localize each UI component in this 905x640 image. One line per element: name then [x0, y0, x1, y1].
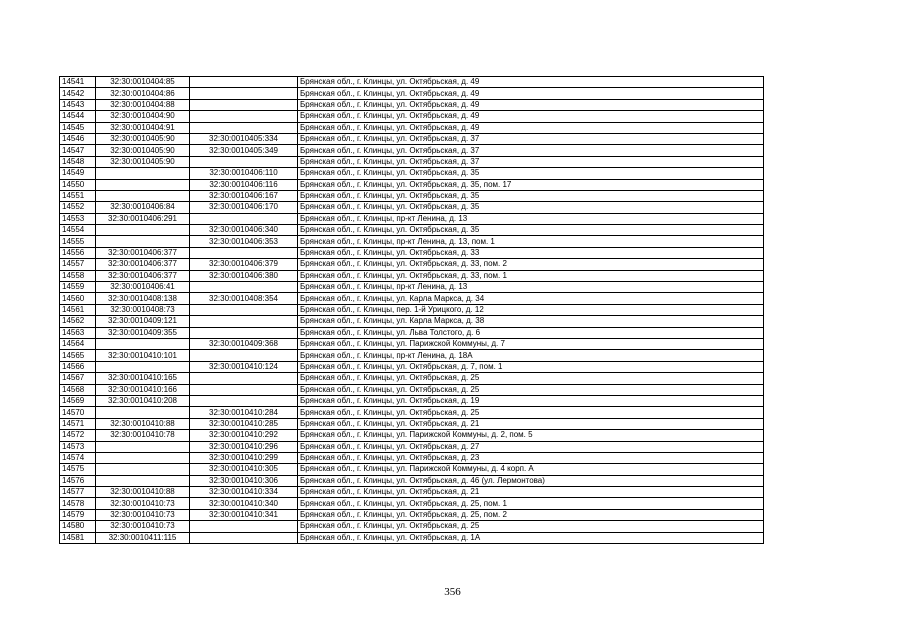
address-cell: Брянская обл., г. Клинцы, ул. Октябрьская, д. 25	[298, 521, 764, 532]
parent-cadastral-number-cell: 32:30:0010406:380	[190, 270, 298, 281]
row-number-cell: 14571	[60, 418, 96, 429]
address-cell: Брянская обл., г. Клинцы, ул. Парижской Коммуны, д. 2, пом. 5	[298, 430, 764, 441]
address-cell: Брянская обл., г. Клинцы, ул. Октябрьская, д. 37	[298, 133, 764, 144]
table-row	[60, 282, 764, 293]
cadastral-number-cell	[96, 179, 190, 190]
row-number-cell: 14547	[60, 145, 96, 156]
address-cell: Брянская обл., г. Клинцы, ул. Октябрьская, д. 35	[298, 190, 764, 201]
parent-cadastral-number-cell	[190, 384, 298, 395]
table-row	[60, 156, 764, 167]
table-row	[60, 407, 764, 418]
table-row	[60, 532, 764, 543]
parent-cadastral-number-cell	[190, 88, 298, 99]
address-cell: Брянская обл., г. Клинцы, ул. Октябрьская, д. 49	[298, 122, 764, 133]
table-row	[60, 213, 764, 224]
table-row	[60, 99, 764, 110]
row-number-cell: 14566	[60, 361, 96, 372]
cadastral-number-cell: 32:30:0010410:78	[96, 430, 190, 441]
address-cell: Брянская обл., г. Клинцы, ул. Карла Маркса, д. 34	[298, 293, 764, 304]
row-number-cell: 14578	[60, 498, 96, 509]
parent-cadastral-number-cell	[190, 304, 298, 315]
cadastral-number-cell	[96, 361, 190, 372]
row-number-cell: 14550	[60, 179, 96, 190]
cadastral-number-cell: 32:30:0010408:73	[96, 304, 190, 315]
table-row	[60, 122, 764, 133]
row-number-cell: 14575	[60, 464, 96, 475]
cadastral-number-cell	[96, 236, 190, 247]
cadastral-number-cell: 32:30:0010410:73	[96, 521, 190, 532]
cadastral-number-cell: 32:30:0010410:165	[96, 373, 190, 384]
cadastral-number-cell: 32:30:0010409:121	[96, 316, 190, 327]
registry-table	[59, 76, 764, 544]
parent-cadastral-number-cell: 32:30:0010406:353	[190, 236, 298, 247]
cadastral-number-cell: 32:30:0010410:88	[96, 487, 190, 498]
address-cell: Брянская обл., г. Клинцы, ул. Октябрьская, д. 19	[298, 395, 764, 406]
table-row	[60, 487, 764, 498]
table-row	[60, 88, 764, 99]
address-cell: Брянская обл., г. Клинцы, ул. Октябрьская, д. 35	[298, 168, 764, 179]
table-row	[60, 304, 764, 315]
table-row	[60, 521, 764, 532]
row-number-cell: 14576	[60, 475, 96, 486]
cadastral-number-cell	[96, 338, 190, 349]
parent-cadastral-number-cell: 32:30:0010409:368	[190, 338, 298, 349]
cadastral-number-cell: 32:30:0010406:377	[96, 270, 190, 281]
address-cell: Брянская обл., г. Клинцы, ул. Октябрьская, д. 25, пом. 1	[298, 498, 764, 509]
address-cell: Брянская обл., г. Клинцы, пр-кт Ленина, д. 13	[298, 282, 764, 293]
cadastral-number-cell: 32:30:0010410:166	[96, 384, 190, 395]
cadastral-number-cell: 32:30:0010410:101	[96, 350, 190, 361]
row-number-cell: 14551	[60, 190, 96, 201]
address-cell: Брянская обл., г. Клинцы, пер. 1-й Урицкого, д. 12	[298, 304, 764, 315]
parent-cadastral-number-cell	[190, 99, 298, 110]
cadastral-number-cell: 32:30:0010410:88	[96, 418, 190, 429]
row-number-cell: 14543	[60, 99, 96, 110]
cadastral-number-cell: 32:30:0010406:377	[96, 259, 190, 270]
parent-cadastral-number-cell	[190, 373, 298, 384]
cadastral-number-cell	[96, 441, 190, 452]
row-number-cell: 14572	[60, 430, 96, 441]
parent-cadastral-number-cell: 32:30:0010410:124	[190, 361, 298, 372]
cadastral-number-cell: 32:30:0010404:91	[96, 122, 190, 133]
cadastral-number-cell: 32:30:0010406:84	[96, 202, 190, 213]
address-cell: Брянская обл., г. Клинцы, пр-кт Ленина, д. 18А	[298, 350, 764, 361]
table-row	[60, 509, 764, 520]
table-row	[60, 225, 764, 236]
cadastral-number-cell: 32:30:0010404:85	[96, 77, 190, 88]
table-row	[60, 259, 764, 270]
parent-cadastral-number-cell: 32:30:0010408:354	[190, 293, 298, 304]
row-number-cell: 14579	[60, 509, 96, 520]
address-cell: Брянская обл., г. Клинцы, ул. Октябрьская, д. 33, пом. 1	[298, 270, 764, 281]
row-number-cell: 14573	[60, 441, 96, 452]
address-cell: Брянская обл., г. Клинцы, ул. Октябрьская, д. 25	[298, 384, 764, 395]
parent-cadastral-number-cell: 32:30:0010410:284	[190, 407, 298, 418]
row-number-cell: 14552	[60, 202, 96, 213]
row-number-cell: 14581	[60, 532, 96, 543]
address-cell: Брянская обл., г. Клинцы, ул. Парижской Коммуны, д. 7	[298, 338, 764, 349]
parent-cadastral-number-cell: 32:30:0010410:296	[190, 441, 298, 452]
table-row	[60, 316, 764, 327]
address-cell: Брянская обл., г. Клинцы, пр-кт Ленина, д. 13	[298, 213, 764, 224]
table-row	[60, 236, 764, 247]
parent-cadastral-number-cell: 32:30:0010406:340	[190, 225, 298, 236]
parent-cadastral-number-cell	[190, 282, 298, 293]
row-number-cell: 14545	[60, 122, 96, 133]
row-number-cell: 14546	[60, 133, 96, 144]
address-cell: Брянская обл., г. Клинцы, ул. Октябрьская, д. 21	[298, 487, 764, 498]
row-number-cell: 14556	[60, 247, 96, 258]
address-cell: Брянская обл., г. Клинцы, ул. Октябрьская, д. 25	[298, 407, 764, 418]
address-cell: Брянская обл., г. Клинцы, ул. Октябрьская, д. 49	[298, 88, 764, 99]
cadastral-number-cell: 32:30:0010408:138	[96, 293, 190, 304]
cadastral-number-cell: 32:30:0010405:90	[96, 156, 190, 167]
parent-cadastral-number-cell: 32:30:0010410:299	[190, 452, 298, 463]
page-number: 356	[444, 586, 461, 598]
address-cell: Брянская обл., г. Клинцы, ул. Октябрьская, д. 21	[298, 418, 764, 429]
address-cell: Брянская обл., г. Клинцы, ул. Октябрьская, д. 27	[298, 441, 764, 452]
parent-cadastral-number-cell	[190, 77, 298, 88]
cadastral-number-cell: 32:30:0010411:115	[96, 532, 190, 543]
row-number-cell: 14542	[60, 88, 96, 99]
table-row	[60, 452, 764, 463]
address-cell: Брянская обл., г. Клинцы, ул. Октябрьская, д. 35, пом. 17	[298, 179, 764, 190]
row-number-cell: 14557	[60, 259, 96, 270]
row-number-cell: 14569	[60, 395, 96, 406]
table-row	[60, 430, 764, 441]
address-cell: Брянская обл., г. Клинцы, ул. Октябрьская, д. 37	[298, 145, 764, 156]
address-cell: Брянская обл., г. Клинцы, ул. Парижской Коммуны, д. 4 корп. А	[298, 464, 764, 475]
row-number-cell: 14558	[60, 270, 96, 281]
row-number-cell: 14549	[60, 168, 96, 179]
parent-cadastral-number-cell	[190, 521, 298, 532]
table-row	[60, 464, 764, 475]
table-row	[60, 77, 764, 88]
table-row	[60, 327, 764, 338]
cadastral-number-cell	[96, 225, 190, 236]
parent-cadastral-number-cell	[190, 156, 298, 167]
cadastral-number-cell	[96, 464, 190, 475]
row-number-cell: 14565	[60, 350, 96, 361]
parent-cadastral-number-cell: 32:30:0010406:170	[190, 202, 298, 213]
parent-cadastral-number-cell: 32:30:0010410:306	[190, 475, 298, 486]
table-row	[60, 270, 764, 281]
parent-cadastral-number-cell	[190, 247, 298, 258]
parent-cadastral-number-cell: 32:30:0010410:340	[190, 498, 298, 509]
address-cell: Брянская обл., г. Клинцы, ул. Октябрьская, д. 23	[298, 452, 764, 463]
cadastral-number-cell: 32:30:0010406:41	[96, 282, 190, 293]
cadastral-number-cell	[96, 475, 190, 486]
parent-cadastral-number-cell: 32:30:0010405:349	[190, 145, 298, 156]
row-number-cell: 14553	[60, 213, 96, 224]
table-row	[60, 361, 764, 372]
table-row	[60, 247, 764, 258]
cadastral-number-cell	[96, 168, 190, 179]
table-row	[60, 384, 764, 395]
cadastral-number-cell	[96, 190, 190, 201]
row-number-cell: 14548	[60, 156, 96, 167]
address-cell: Брянская обл., г. Клинцы, ул. Октябрьская, д. 33, пом. 2	[298, 259, 764, 270]
address-cell: Брянская обл., г. Клинцы, ул. Карла Маркса, д. 38	[298, 316, 764, 327]
row-number-cell: 14560	[60, 293, 96, 304]
row-number-cell: 14564	[60, 338, 96, 349]
table-row	[60, 338, 764, 349]
cadastral-number-cell: 32:30:0010406:291	[96, 213, 190, 224]
table-row	[60, 202, 764, 213]
table-row	[60, 441, 764, 452]
cadastral-number-cell	[96, 407, 190, 418]
address-cell: Брянская обл., г. Клинцы, ул. Октябрьская, д. 49	[298, 111, 764, 122]
table-row	[60, 190, 764, 201]
cadastral-number-cell: 32:30:0010405:90	[96, 145, 190, 156]
parent-cadastral-number-cell	[190, 532, 298, 543]
row-number-cell: 14562	[60, 316, 96, 327]
row-number-cell: 14561	[60, 304, 96, 315]
address-cell: Брянская обл., г. Клинцы, ул. Октябрьская, д. 33	[298, 247, 764, 258]
parent-cadastral-number-cell: 32:30:0010405:334	[190, 133, 298, 144]
row-number-cell: 14580	[60, 521, 96, 532]
table-row	[60, 475, 764, 486]
parent-cadastral-number-cell	[190, 213, 298, 224]
address-cell: Брянская обл., г. Клинцы, ул. Октябрьская, д. 46 (ул. Лермонтова)	[298, 475, 764, 486]
parent-cadastral-number-cell	[190, 395, 298, 406]
address-cell: Брянская обл., г. Клинцы, ул. Октябрьская, д. 25, пом. 2	[298, 509, 764, 520]
cadastral-number-cell: 32:30:0010404:90	[96, 111, 190, 122]
parent-cadastral-number-cell: 32:30:0010406:116	[190, 179, 298, 190]
table-row	[60, 418, 764, 429]
row-number-cell: 14574	[60, 452, 96, 463]
table-row	[60, 133, 764, 144]
parent-cadastral-number-cell: 32:30:0010410:341	[190, 509, 298, 520]
cadastral-number-cell: 32:30:0010405:90	[96, 133, 190, 144]
cadastral-number-cell: 32:30:0010410:208	[96, 395, 190, 406]
parent-cadastral-number-cell	[190, 350, 298, 361]
parent-cadastral-number-cell	[190, 327, 298, 338]
parent-cadastral-number-cell: 32:30:0010410:305	[190, 464, 298, 475]
table-row	[60, 350, 764, 361]
row-number-cell: 14577	[60, 487, 96, 498]
row-number-cell: 14544	[60, 111, 96, 122]
parent-cadastral-number-cell	[190, 122, 298, 133]
parent-cadastral-number-cell	[190, 111, 298, 122]
cadastral-number-cell: 32:30:0010406:377	[96, 247, 190, 258]
address-cell: Брянская обл., г. Клинцы, ул. Октябрьская, д. 35	[298, 225, 764, 236]
address-cell: Брянская обл., г. Клинцы, ул. Октябрьская, д. 25	[298, 373, 764, 384]
row-number-cell: 14563	[60, 327, 96, 338]
cadastral-number-cell: 32:30:0010404:86	[96, 88, 190, 99]
row-number-cell: 14570	[60, 407, 96, 418]
registry-table-body	[60, 77, 764, 544]
table-row	[60, 395, 764, 406]
parent-cadastral-number-cell: 32:30:0010406:110	[190, 168, 298, 179]
address-cell: Брянская обл., г. Клинцы, ул. Октябрьская, д. 1А	[298, 532, 764, 543]
row-number-cell: 14567	[60, 373, 96, 384]
cadastral-number-cell: 32:30:0010404:88	[96, 99, 190, 110]
table-row	[60, 498, 764, 509]
cadastral-number-cell: 32:30:0010410:73	[96, 498, 190, 509]
parent-cadastral-number-cell	[190, 316, 298, 327]
address-cell: Брянская обл., г. Клинцы, ул. Октябрьская, д. 35	[298, 202, 764, 213]
cadastral-number-cell: 32:30:0010410:73	[96, 509, 190, 520]
parent-cadastral-number-cell: 32:30:0010410:334	[190, 487, 298, 498]
row-number-cell: 14554	[60, 225, 96, 236]
table-row	[60, 179, 764, 190]
row-number-cell: 14541	[60, 77, 96, 88]
row-number-cell: 14559	[60, 282, 96, 293]
address-cell: Брянская обл., г. Клинцы, ул. Октябрьская, д. 49	[298, 77, 764, 88]
parent-cadastral-number-cell: 32:30:0010410:292	[190, 430, 298, 441]
address-cell: Брянская обл., г. Клинцы, ул. Октябрьская, д. 37	[298, 156, 764, 167]
cadastral-number-cell	[96, 452, 190, 463]
table-row	[60, 373, 764, 384]
table-row	[60, 145, 764, 156]
address-cell: Брянская обл., г. Клинцы, ул. Льва Толстого, д. 6	[298, 327, 764, 338]
address-cell: Брянская обл., г. Клинцы, пр-кт Ленина, д. 13, пом. 1	[298, 236, 764, 247]
parent-cadastral-number-cell: 32:30:0010406:167	[190, 190, 298, 201]
address-cell: Брянская обл., г. Клинцы, ул. Октябрьская, д. 7, пом. 1	[298, 361, 764, 372]
parent-cadastral-number-cell: 32:30:0010410:285	[190, 418, 298, 429]
cadastral-number-cell: 32:30:0010409:355	[96, 327, 190, 338]
table-row	[60, 168, 764, 179]
row-number-cell: 14555	[60, 236, 96, 247]
parent-cadastral-number-cell: 32:30:0010406:379	[190, 259, 298, 270]
address-cell: Брянская обл., г. Клинцы, ул. Октябрьская, д. 49	[298, 99, 764, 110]
table-row	[60, 111, 764, 122]
row-number-cell: 14568	[60, 384, 96, 395]
table-row	[60, 293, 764, 304]
